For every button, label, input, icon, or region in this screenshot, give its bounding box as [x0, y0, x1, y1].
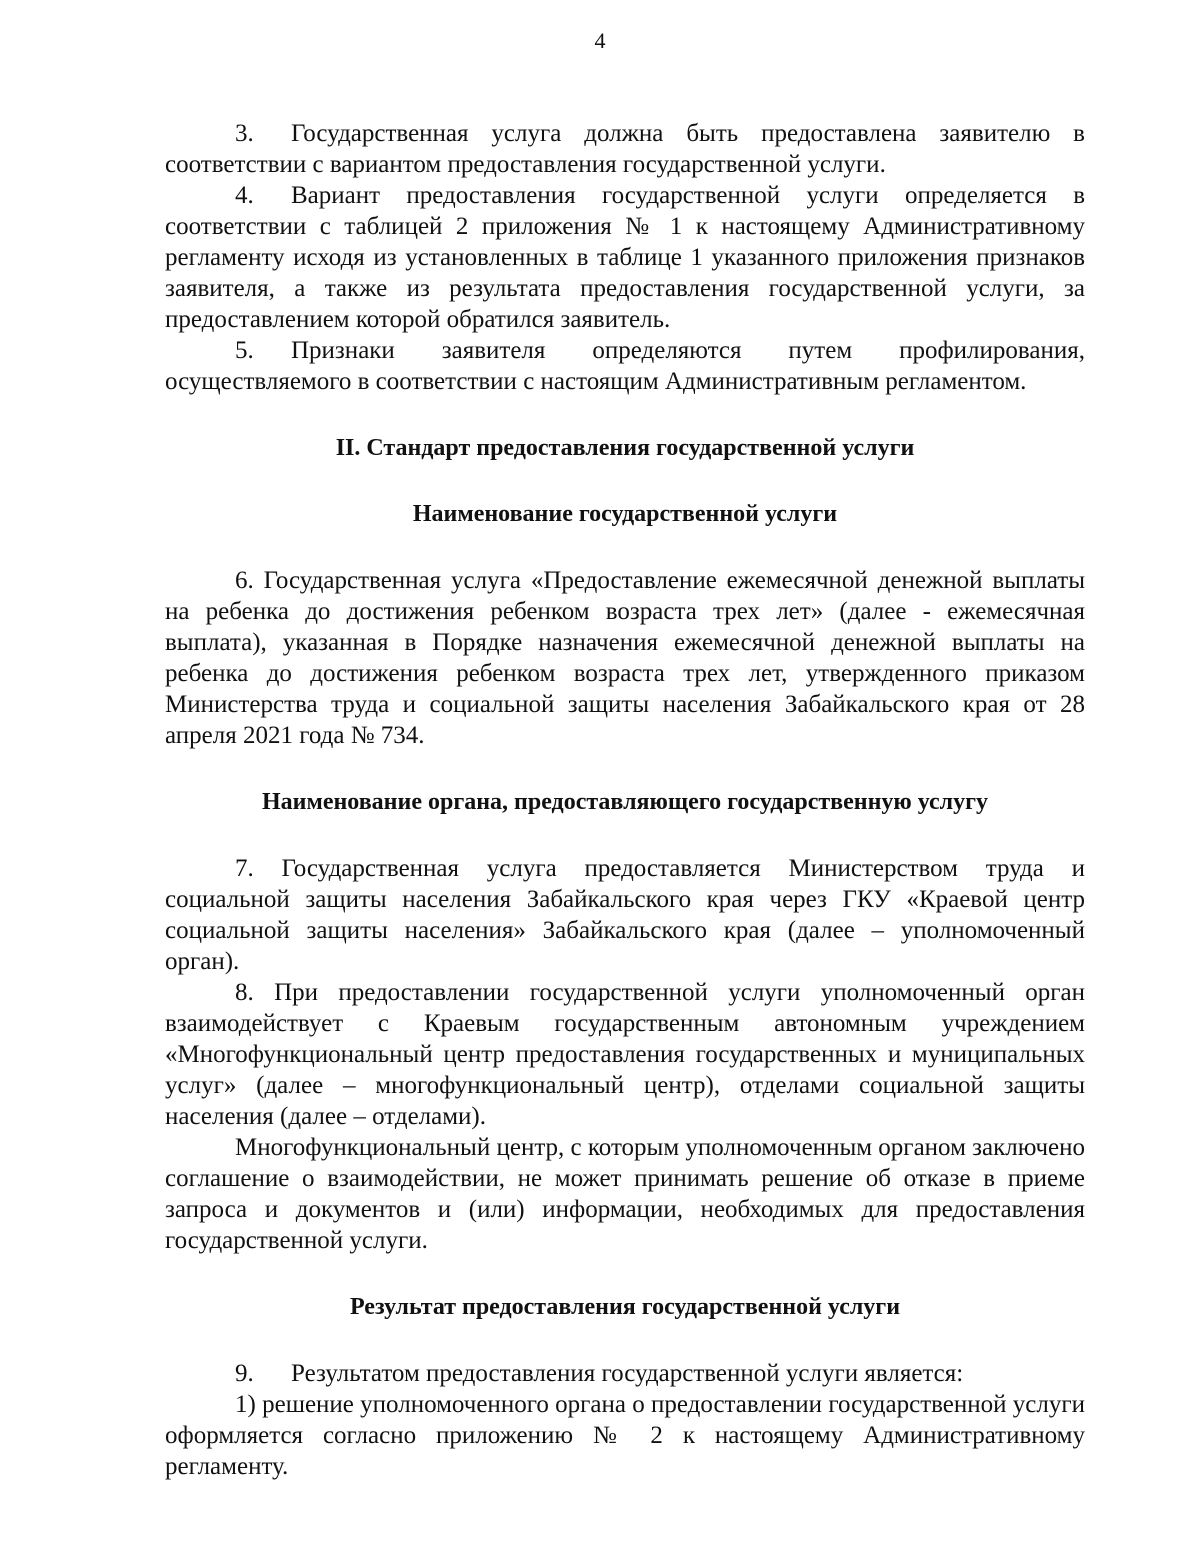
- page-number: 4: [594, 28, 606, 53]
- paragraph-5: [165, 335, 1085, 397]
- paragraph-9-item-1: 1) решение уполномоченного органа о предоставлении государственной услуги оформляется согласно приложению № 2 к настоящему Административному регламенту.: [165, 1391, 1085, 1480]
- section-title: II. Стандарт предоставления государственной услуги: [335, 435, 915, 461]
- paragraph-7: 7. Государственная услуга предоставляется Министерством труда и социальной защиты населения Забайкальского края через ГКУ «Краевой центр социальной защиты населения» Забайкальского края (далее – уполномоченный орган).: [165, 855, 1085, 975]
- paragraph-text: Результатом предоставления государственной услуги является:: [291, 1360, 964, 1387]
- paragraph-text: Государственная услуга должна быть предоставлена заявителю в соответствии с вариантом предоставления государственной услуги.: [165, 120, 1085, 178]
- paragraph-number: 4.: [235, 182, 254, 209]
- document-body: [165, 118, 1085, 1482]
- paragraph-6: 6. Государственная услуга «Предоставление ежемесячной денежной выплаты на ребенка до достижения ребенком возраста трех лет» (далее - ежемесячная выплата), указанная в Порядке назначения ежемесячной денежной выплаты на ребенка до достижения ребенком возраста трех лет, утвержденного приказом Министерства труда и социальной защиты населения Забайкальского края от 28 апреля 2021 года № 734.: [165, 567, 1085, 749]
- heading-service-name: Наименование государственной услуги: [412, 501, 838, 527]
- heading-organ: Наименование органа, предоставляющего государственную услугу: [261, 789, 989, 815]
- paragraph-number: 5.: [235, 337, 254, 364]
- paragraph-9: [165, 1358, 1085, 1389]
- paragraph-text: Признаки заявителя определяются путем профилирования, осуществляемого в соответствии с настоящим Административным регламентом.: [165, 337, 1085, 395]
- heading-result: Результат предоставления государственной услуги: [349, 1294, 901, 1320]
- paragraph-8-continued: Многофункциональный центр, с которым уполномоченным органом заключено соглашение о взаимодействии, не может принимать решение об отказе в приеме запроса и документов и (или) информации, необходимых для предоставления государственной услуги.: [165, 1134, 1085, 1254]
- paragraph-8: 8. При предоставлении государственной услуги уполномоченный орган взаимодействует с Краевым государственным автономным учреждением «Многофункциональный центр предоставления государственных и муниципальных услуг» (далее – многофункциональный центр), отделами социальной защиты населения (далее – отделами).: [165, 979, 1085, 1130]
- paragraph-4: [165, 180, 1085, 335]
- paragraph-number: 3.: [235, 120, 254, 147]
- paragraph-text: Вариант предоставления государственной услуги определяется в соответствии с таблицей 2 приложения № 1 к настоящему Административному регламенту исходя из установленных в таблице 1 указанного приложения признаков заявителя, а также из результата предоставления государственной услуги, за предоставлением которой обратился заявитель.: [165, 182, 1085, 333]
- paragraph-number: 9.: [235, 1360, 254, 1387]
- paragraph-3: [165, 118, 1085, 180]
